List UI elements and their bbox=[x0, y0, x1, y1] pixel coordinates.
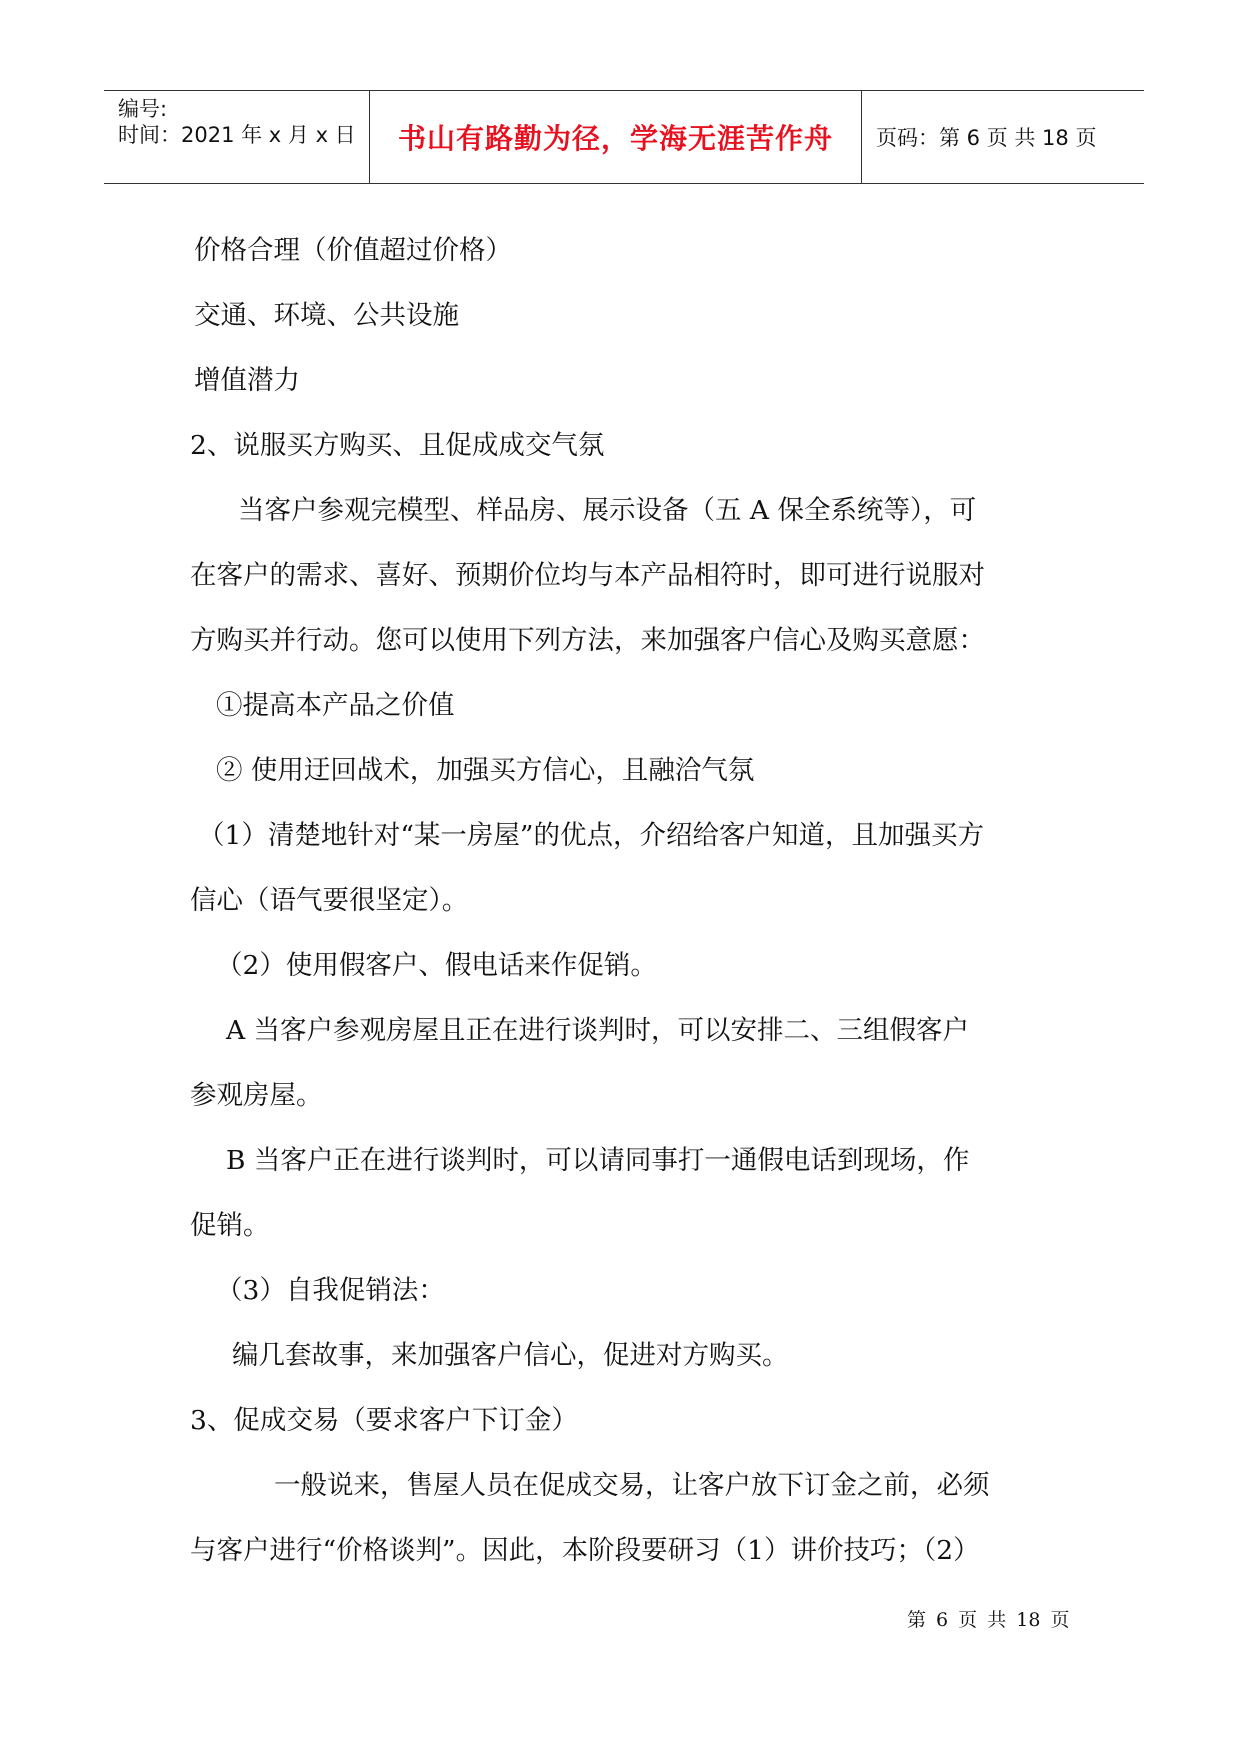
paragraph-line: 当客户参观完模型、样品房、展示设备（五 A 保全系统等），可 bbox=[238, 495, 977, 526]
paragraph-line: 在客户的需求、喜好、预期价位均与本产品相符时，即可进行说服对 bbox=[190, 560, 985, 591]
section-heading: 2、说服买方购买、且促成成交气氛 bbox=[190, 430, 605, 461]
number-label: 编号: bbox=[118, 97, 168, 121]
paragraph-line: B 当客户正在进行谈判时，可以请同事打一通假电话到现场，作 bbox=[226, 1145, 970, 1176]
paragraph-line: 一般说来，售屋人员在促成交易，让客户放下订金之前，必须 bbox=[274, 1470, 990, 1501]
paragraph-line: （2）使用假客户、假电话来作促销。 bbox=[216, 950, 657, 981]
motto: 书山有路勤为径，学海无涯苦作舟 bbox=[370, 91, 862, 183]
time-label: 时间：2021 年 x 月 x 日 bbox=[118, 123, 356, 147]
page-indicator: 页码：第 6 页 共 18 页 bbox=[876, 126, 1097, 150]
paragraph-line: 增值潜力 bbox=[194, 365, 300, 396]
paragraph-line: A 当客户参观房屋且正在进行谈判时，可以安排二、三组假客户 bbox=[226, 1015, 970, 1046]
paragraph-line: 交通、环境、公共设施 bbox=[194, 300, 459, 331]
paragraph-line: 信心（语气要很坚定）。 bbox=[190, 885, 469, 916]
paragraph-line: （3）自我促销法： bbox=[216, 1275, 445, 1306]
paragraph-line: 与客户进行“价格谈判”。因此，本阶段要研习（1）讲价技巧；（2） bbox=[190, 1535, 980, 1566]
paragraph-line: 参观房屋。 bbox=[190, 1080, 323, 1111]
document-body bbox=[190, 218, 1060, 1583]
list-item: ② 使用迂回战术，加强买方信心，且融洽气氛 bbox=[216, 755, 755, 786]
paragraph-line: 促销。 bbox=[190, 1210, 270, 1241]
list-item: ①提高本产品之价值 bbox=[216, 690, 455, 721]
page-footer: 第 6 页 共 18 页 bbox=[907, 1609, 1070, 1631]
paragraph-line: 编几套故事，来加强客户信心，促进对方购买。 bbox=[232, 1340, 789, 1371]
paragraph-line: 方购买并行动。您可以使用下列方法，来加强客户信心及购买意愿： bbox=[190, 625, 985, 656]
page-header bbox=[104, 90, 1144, 184]
paragraph-line: 价格合理（价值超过价格） bbox=[194, 235, 512, 266]
header-info-cell bbox=[104, 91, 370, 183]
paragraph-line: （1）清楚地针对“某一房屋”的优点，介绍给客户知道，且加强买方 bbox=[198, 820, 984, 851]
section-heading: 3、促成交易（要求客户下订金） bbox=[190, 1405, 578, 1436]
